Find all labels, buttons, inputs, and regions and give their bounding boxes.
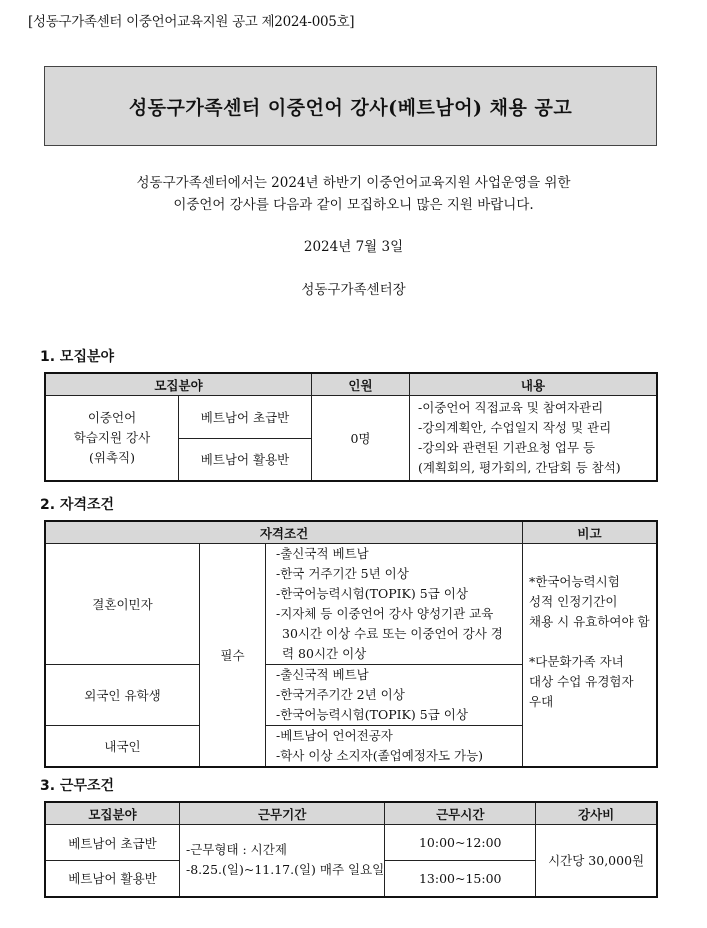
signer: 성동구가족센터장 <box>301 282 406 298</box>
recruit-content-line: (계획회의, 평가회의, 간담회 등 참석) <box>418 460 621 475</box>
recruit-field-line: (위촉직) <box>89 450 135 465</box>
qual-required: 필수 <box>200 544 266 768</box>
qual-items-intl-student <box>266 665 523 726</box>
recruit-field-line: 학습지원 강사 <box>73 430 151 445</box>
qual-note-line: *한국어능력시험 <box>529 574 620 589</box>
qual-note-line: 채용 시 유효하여야 함 <box>529 614 650 629</box>
qual-note-line: 성적 인정기간이 <box>529 594 618 609</box>
title-box <box>44 66 657 146</box>
recruit-field <box>45 396 179 482</box>
work-period <box>180 825 385 897</box>
work-time-beginner: 10:00~12:00 <box>385 825 536 861</box>
recruit-header-field: 모집분야 <box>45 373 312 396</box>
work-table <box>44 801 658 898</box>
recruit-header-content: 내용 <box>410 373 658 396</box>
qual-item: -지자체 등 이중언어 강사 양성기관 교육 <box>276 606 494 621</box>
recruit-class-beginner: 베트남어 초급반 <box>179 396 312 439</box>
qual-notes <box>523 544 658 768</box>
qual-group-marriage-migrant: 결혼이민자 <box>45 544 200 665</box>
recruit-content-line: -이중언어 직접교육 및 참여자관리 <box>418 400 604 415</box>
qual-item: -출신국적 베트남 <box>276 667 369 682</box>
work-period-line: -근무형태 : 시간제 <box>186 842 287 858</box>
qual-item: 력 80시간 이상 <box>282 646 367 661</box>
notice-reference: [성동구가족센터 이중언어교육지원 공고 제2024-005호] <box>28 14 355 30</box>
recruit-table <box>44 372 658 482</box>
qual-note-line: 대상 수업 유경험자 <box>529 674 634 689</box>
recruit-content-line: -강의와 관련된 기관요청 업무 등 <box>418 440 596 455</box>
work-header-field: 모집분야 <box>45 802 180 825</box>
qual-item: -베트남어 언어전공자 <box>276 728 393 743</box>
recruit-header-count: 인원 <box>312 373 410 396</box>
qual-note-line: *다문화가족 자녀 <box>529 654 624 669</box>
notice-date: 2024년 7월 3일 <box>303 239 404 255</box>
qual-item: -한국어능력시험(TOPIK) 5급 이상 <box>276 586 468 601</box>
work-header-period: 근무기간 <box>180 802 385 825</box>
qual-group-korean: 내국인 <box>45 726 200 768</box>
qual-item: -출신국적 베트남 <box>276 546 369 561</box>
qual-item: 30시간 이상 수료 또는 이중언어 강사 경 <box>282 626 503 641</box>
work-period-line: -8.25.(일)~11.17.(일) 매주 일요일 <box>186 862 385 878</box>
recruit-count: 0명 <box>312 396 410 482</box>
qual-item: -학사 이상 소지자(졸업예정자도 가능) <box>276 748 484 763</box>
qual-item: -한국거주기간 2년 이상 <box>276 687 405 702</box>
recruit-field-line: 이중언어 <box>87 410 137 425</box>
work-class-beginner: 베트남어 초급반 <box>45 825 180 861</box>
qual-header-conditions: 자격조건 <box>45 521 523 544</box>
recruit-content <box>410 396 658 482</box>
qual-item: -한국어능력시험(TOPIK) 5급 이상 <box>276 707 468 722</box>
recruit-content-line: -강의계획안, 수업일지 작성 및 관리 <box>418 420 612 435</box>
section1-title: 1. 모집분야 <box>40 349 115 365</box>
intro-line-1: 성동구가족센터에서는 2024년 하반기 이중언어교육지원 사업운영을 위한 <box>136 175 571 191</box>
recruit-class-advanced: 베트남어 활용반 <box>179 438 312 481</box>
work-header-fee: 강사비 <box>536 802 657 825</box>
work-fee: 시간당 30,000원 <box>536 825 657 897</box>
qual-item: -한국 거주기간 5년 이상 <box>276 566 409 581</box>
section2-title: 2. 자격조건 <box>40 497 115 513</box>
qualification-table <box>44 520 658 768</box>
qual-group-intl-student: 외국인 유학생 <box>45 665 200 726</box>
qual-items-korean <box>266 726 523 768</box>
qual-items-marriage-migrant <box>266 544 523 665</box>
qual-note-spacer <box>529 632 656 652</box>
work-class-advanced: 베트남어 활용반 <box>45 861 180 897</box>
section3-title: 3. 근무조건 <box>40 778 115 794</box>
qual-note-line: 우대 <box>529 694 554 709</box>
qual-header-note: 비고 <box>523 521 658 544</box>
intro-line-2: 이중언어 강사를 다음과 같이 모집하오니 많은 지원 바랍니다. <box>173 197 534 213</box>
work-header-time: 근무시간 <box>385 802 536 825</box>
page-title: 성동구가족센터 이중언어 강사(베트남어) 채용 공고 <box>128 96 573 119</box>
work-time-advanced: 13:00~15:00 <box>385 861 536 897</box>
